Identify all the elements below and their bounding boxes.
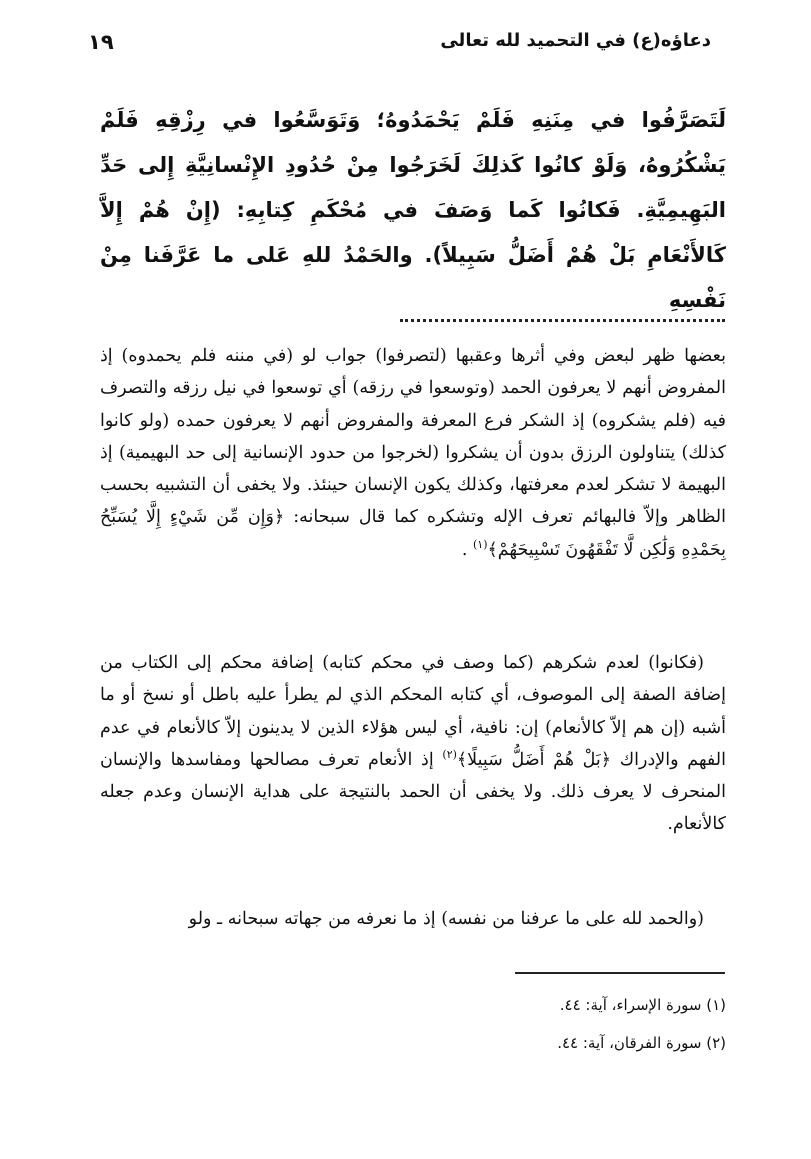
footnote-ref-1: (١): [473, 537, 488, 551]
footnotes: [326, 986, 726, 1062]
quran-quote: ﴿بَلْ هُمْ أَضَلُّ سَبِيلًا﴾: [456, 749, 612, 770]
footnote-ref-2: (٢): [442, 748, 457, 762]
commentary-paragraph-3: [100, 903, 726, 935]
quran-quote: ﴿وَإِن مِّن شَيْءٍ إِلَّا يُسَبِّحُ بِحَمْدِهِ وَلَٰكِن لَّا تَفْقَهُونَ تَسْبِيحَهُمْ﴾: [100, 507, 726, 560]
supplication-body: لَتَصَرَّفُوا في مِنَنِهِ فَلَمْ يَحْمَدُوهُ؛ وَتَوَسَّعُوا في رِزْقِهِ فَلَمْ يَشْكُرُوهُ، وَلَوْ كانُوا كَذلِكَ لَخَرَجُوا مِنْ حُدُودِ الإِنْسانِيَّةِ إِلى حَدِّ البَهِيمِيَّةِ. فَكانُوا كَما وَصَفَ في مُحْكَمِ كِتابِهِ: (إِنْ هُمْ إِلاَّ كَالأَنْعَامِ بَلْ هُمْ أَضَلُّ سَبِيلاً). والحَمْدُ للهِ عَلى ما عَرَّفَنا مِنْ نَفْسِهِ: [100, 108, 726, 312]
running-title: دعاؤه(ع) في التحميد لله تعالى: [440, 30, 711, 51]
page-number: ١٩: [88, 30, 114, 54]
footnote-1: (١) سورة الإسراء، آية: ٤٤.: [559, 996, 726, 1014]
dotted-separator: [400, 319, 725, 322]
sentence-end: .: [461, 539, 468, 560]
footnote-separator: [515, 972, 725, 974]
commentary-paragraph-2: [100, 647, 726, 841]
page-header: [88, 30, 711, 60]
supplication-text: [100, 98, 726, 323]
footnote-2: (٢) سورة الفرقان، آية: ٤٤.: [557, 1034, 726, 1052]
commentary-text: (فكانوا) لعدم شكرهم (كما وصف في محكم كتابه) إضافة محكم إلى الكتاب من إضافة الصفة إلى الموصوف، أي كتابه المحكم الذي لم يطرأ عليه باطل أو نسخ أو ما أشبه (إن هم إلاّ كالأنعام) إن: نافية، أي ليس هؤلاء الذين لا يدينون إلاّ كالأنعام في عدم الفهم والإدراك: [100, 653, 726, 770]
commentary-text: (والحمد لله على ما عرفنا من نفسه) إذ ما نعرفه من جهاته سبحانه ـ ولو: [188, 909, 704, 929]
commentary-text-continued: إذ الأنعام تعرف مصالحها ومفاسدها والإنسان المنحرف لا يعرف ذلك. ولا يخفى أن الحمد بالنتيجة على هداية الإنسان وعدم جعله كالأنعام.: [100, 749, 726, 835]
commentary-paragraph-1: [100, 340, 726, 566]
commentary-text: بعضها ظهر لبعض وفي أثرها وعقبها (لتصرفوا) جواب لو (في مننه فلم يحمدوه) إذ المفروض أنهم لا يعرفون الحمد (وتوسعوا في رزقه) أي توسعوا في نيل رزقه والتصرف فيه (فلم يشكروه) إذ الشكر فرع المعرفة والمفروض أنهم لا يعرفون حمده (ولو كانوا كذلك) يتناولون الرزق بدون أن يشكروا (لخرجوا من حدود الإنسانية إلى حد البهيمية) إذ البهيمة لا تشكر لعدم معرفتها، وكذلك يكون الإنسان حينئذ. ولا يخفى أن التشبيه بحسب الظاهر وإلاّ فالبهائم تعرف الإله وتشكره كما قال سبحانه:: [100, 346, 726, 528]
